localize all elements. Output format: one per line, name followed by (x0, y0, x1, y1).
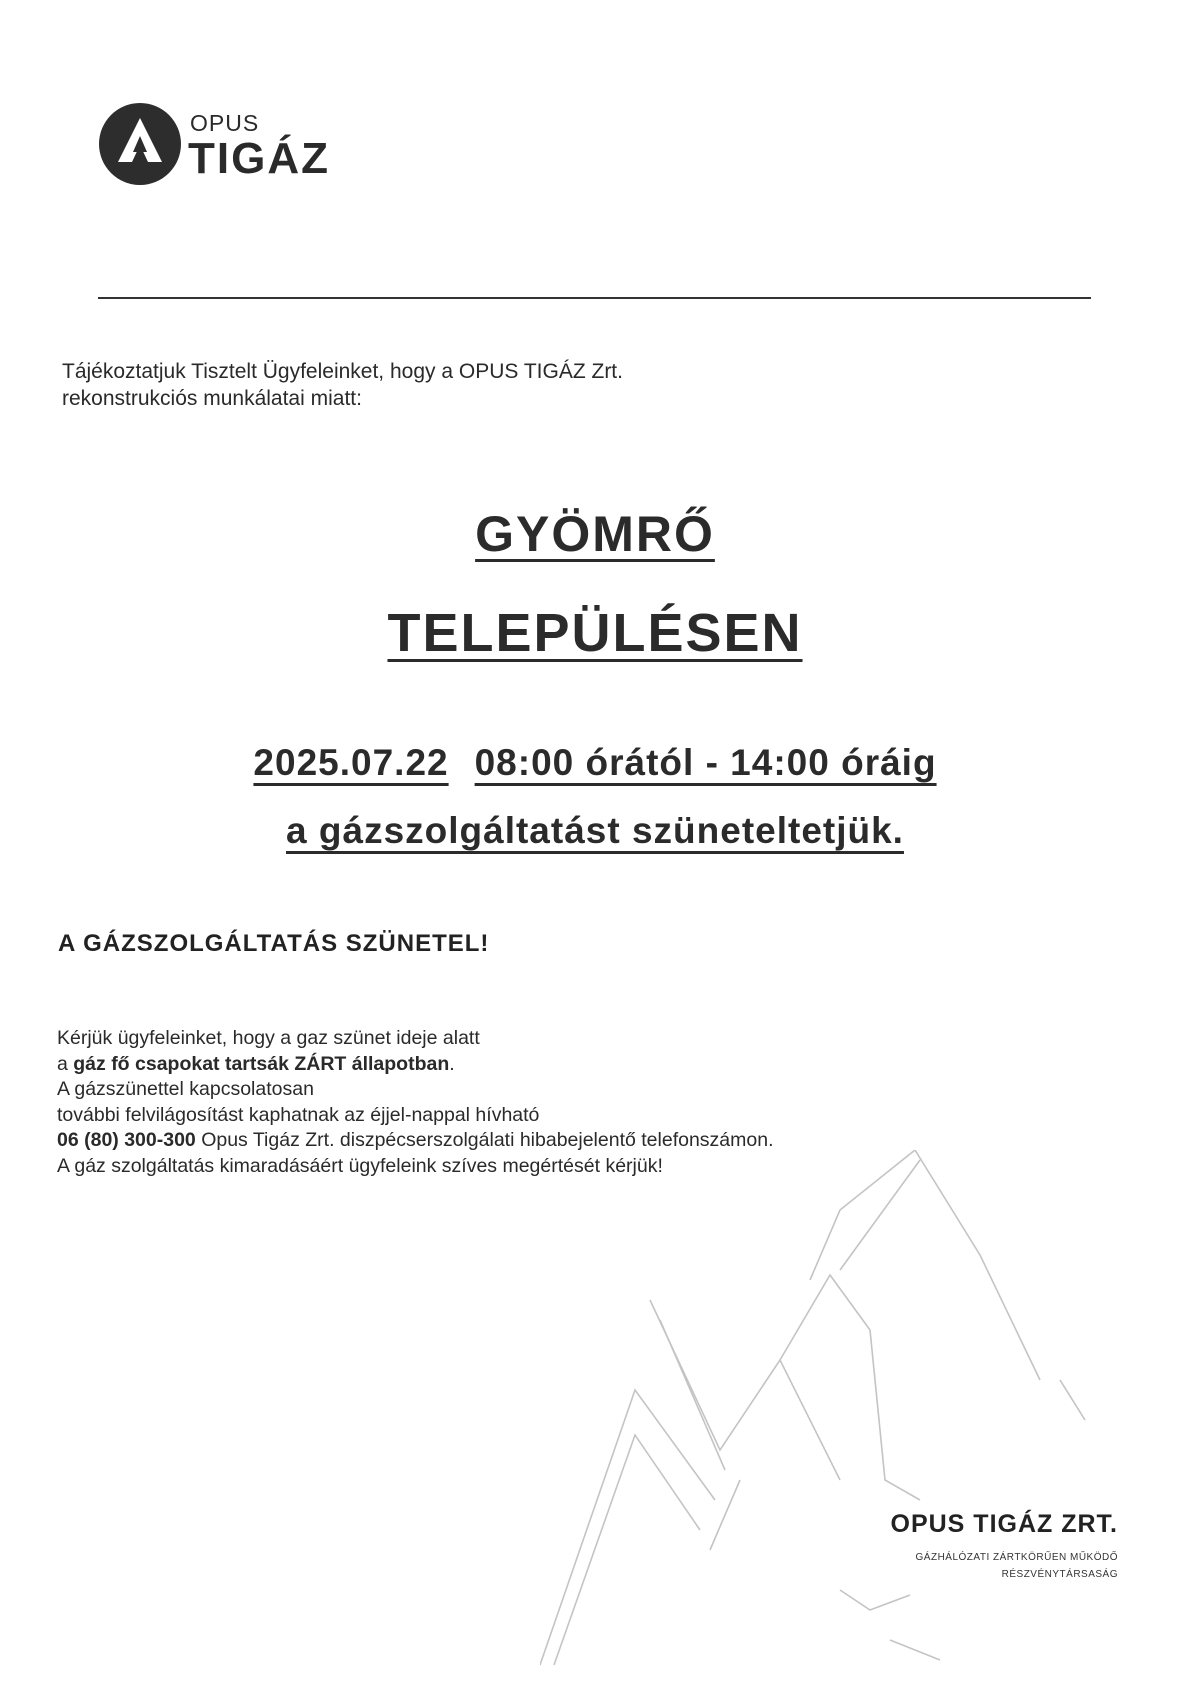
intro-line-1: Tájékoztatjuk Tisztelt Ügyfeleinket, hogy a OPUS TIGÁZ Zrt. (62, 360, 623, 383)
instruction-line-1: Kérjük ügyfeleinket, hogy a gaz szünet ideje alatt (57, 1027, 480, 1049)
service-interruption-alert: A GÁZSZOLGÁLTATÁS SZÜNETEL! (58, 930, 490, 957)
instruction-line-4: további felvilágosítást kaphatnak az éjjel-nappal hívható (57, 1103, 540, 1126)
instruction-line-2-prefix: a (57, 1052, 74, 1075)
instruction-line-2-suffix: . (449, 1052, 455, 1075)
intro-line-2: rekonstrukciós munkálatai miatt: (62, 387, 362, 410)
schedule-time-range: 08:00 órától - 14:00 óráig (474, 742, 937, 783)
company-logo (98, 102, 358, 186)
footer-company-type-line-2: RÉSZVÉNYTÁRSASÁG (1001, 1569, 1118, 1580)
service-stop-line (0, 810, 1190, 852)
schedule-date: 2025.07.22 (253, 742, 449, 783)
logo-opus-text: OPUS (190, 110, 260, 136)
hotline-phone-number: 06 (80) 300-300 (57, 1129, 196, 1151)
logo-tigaz-text: TIGÁZ (188, 134, 330, 183)
opus-tigaz-logo-icon (98, 102, 182, 186)
instruction-line-6: A gáz szolgáltatás kimaradásáért ügyfeleink szíves megértését kérjük! (57, 1154, 663, 1177)
instruction-line-2 (57, 1052, 774, 1078)
town-suffix: TELEPÜLÉSEN (387, 603, 803, 663)
footer-company-name: OPUS TIGÁZ ZRT. (890, 1510, 1118, 1538)
intro-paragraph (62, 358, 623, 412)
header-divider (98, 297, 1091, 299)
schedule-line (0, 742, 1190, 784)
valve-instruction: gáz fő csapokat tartsák ZÁRT állapotban (73, 1052, 450, 1075)
mountain-watermark-icon (540, 1150, 1180, 1670)
town-suffix-heading (0, 602, 1190, 664)
instruction-line-3: A gázszünettel kapcsolatosan (57, 1078, 314, 1100)
town-name: GYÖMRŐ (475, 506, 715, 562)
hotline-description: Opus Tigáz Zrt. diszpécserszolgálati hibabejelentő telefonszámon. (195, 1129, 774, 1151)
service-stop-notice: a gázszolgáltatást szüneteltetjük. (286, 810, 904, 851)
footer-company-type-line-1: GÁZHÁLÓZATI ZÁRTKÖRŰEN MŰKÖDŐ (915, 1552, 1118, 1563)
town-heading (0, 505, 1190, 563)
